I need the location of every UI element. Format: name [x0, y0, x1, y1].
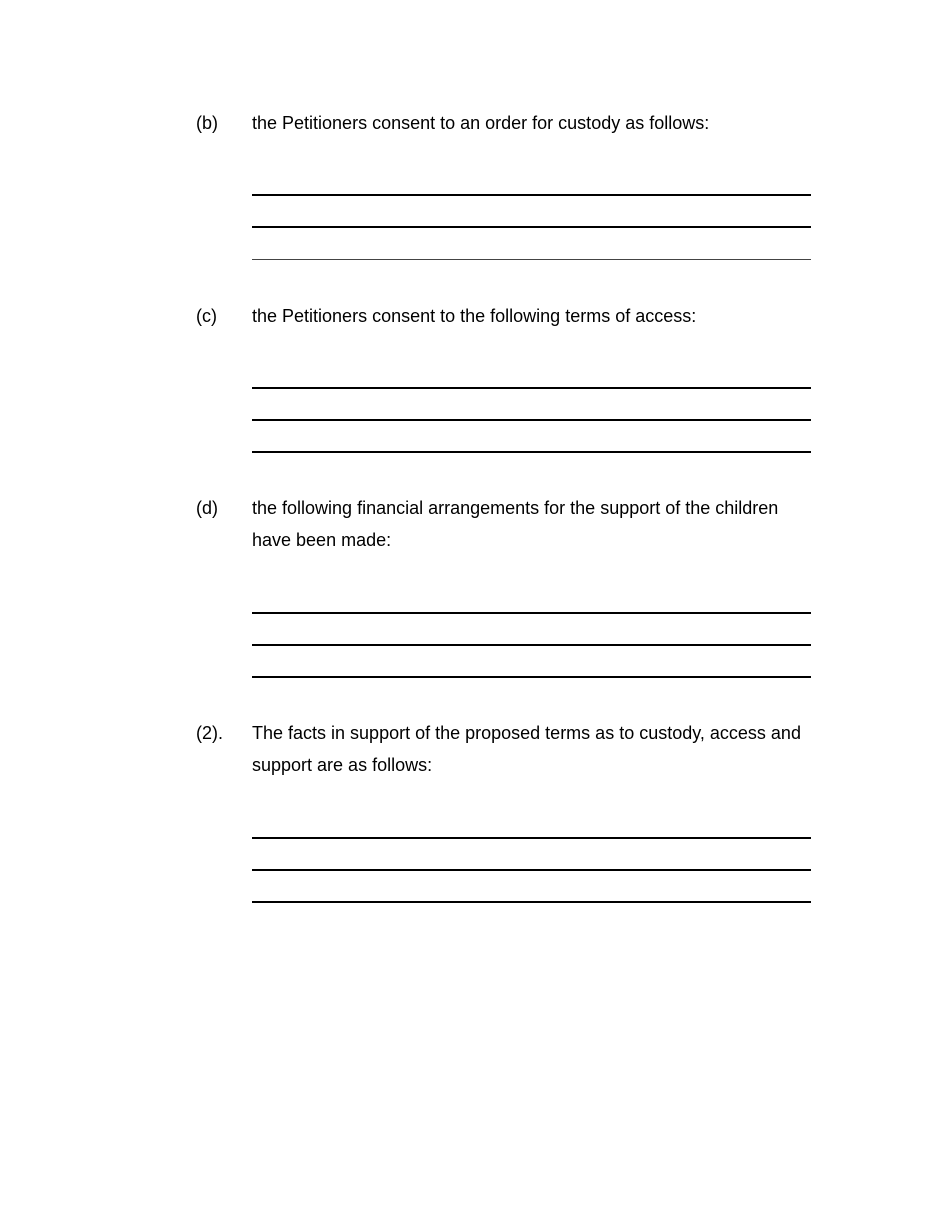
clause-c-blank-line-3[interactable]: [252, 451, 811, 453]
clause-d-blank-line-2[interactable]: [252, 644, 811, 646]
clause-c-blank-line-2[interactable]: [252, 419, 811, 421]
clause-2-text: The facts in support of the proposed terms as to custody, access and support are as follows:: [252, 723, 801, 775]
clause-b-text: the Petitioners consent to an order for custody as follows:: [252, 113, 710, 133]
clause-b-blank-line-2[interactable]: [252, 226, 811, 228]
clause-b-blank-line-1[interactable]: [252, 194, 811, 196]
clause-d-text: the following financial arrangements for the support of the children have been made:: [252, 498, 779, 550]
clause-c-label: (c): [196, 306, 217, 326]
clause-2-blank-line-1[interactable]: [252, 837, 811, 839]
clause-d-blank-line-3[interactable]: [252, 676, 811, 678]
clause-c-blank-line-1[interactable]: [252, 387, 811, 389]
clause-2-blank-line-3[interactable]: [252, 901, 811, 903]
clause-b-blank-line-3[interactable]: [252, 259, 811, 260]
clause-d-blank-line-1[interactable]: [252, 612, 811, 614]
clause-b-label: (b): [196, 113, 218, 133]
clause-2-label: (2).: [196, 723, 223, 743]
clause-2-blank-line-2[interactable]: [252, 869, 811, 871]
clause-c-text: the Petitioners consent to the following terms of access:: [252, 306, 697, 326]
clause-d-label: (d): [196, 498, 218, 518]
